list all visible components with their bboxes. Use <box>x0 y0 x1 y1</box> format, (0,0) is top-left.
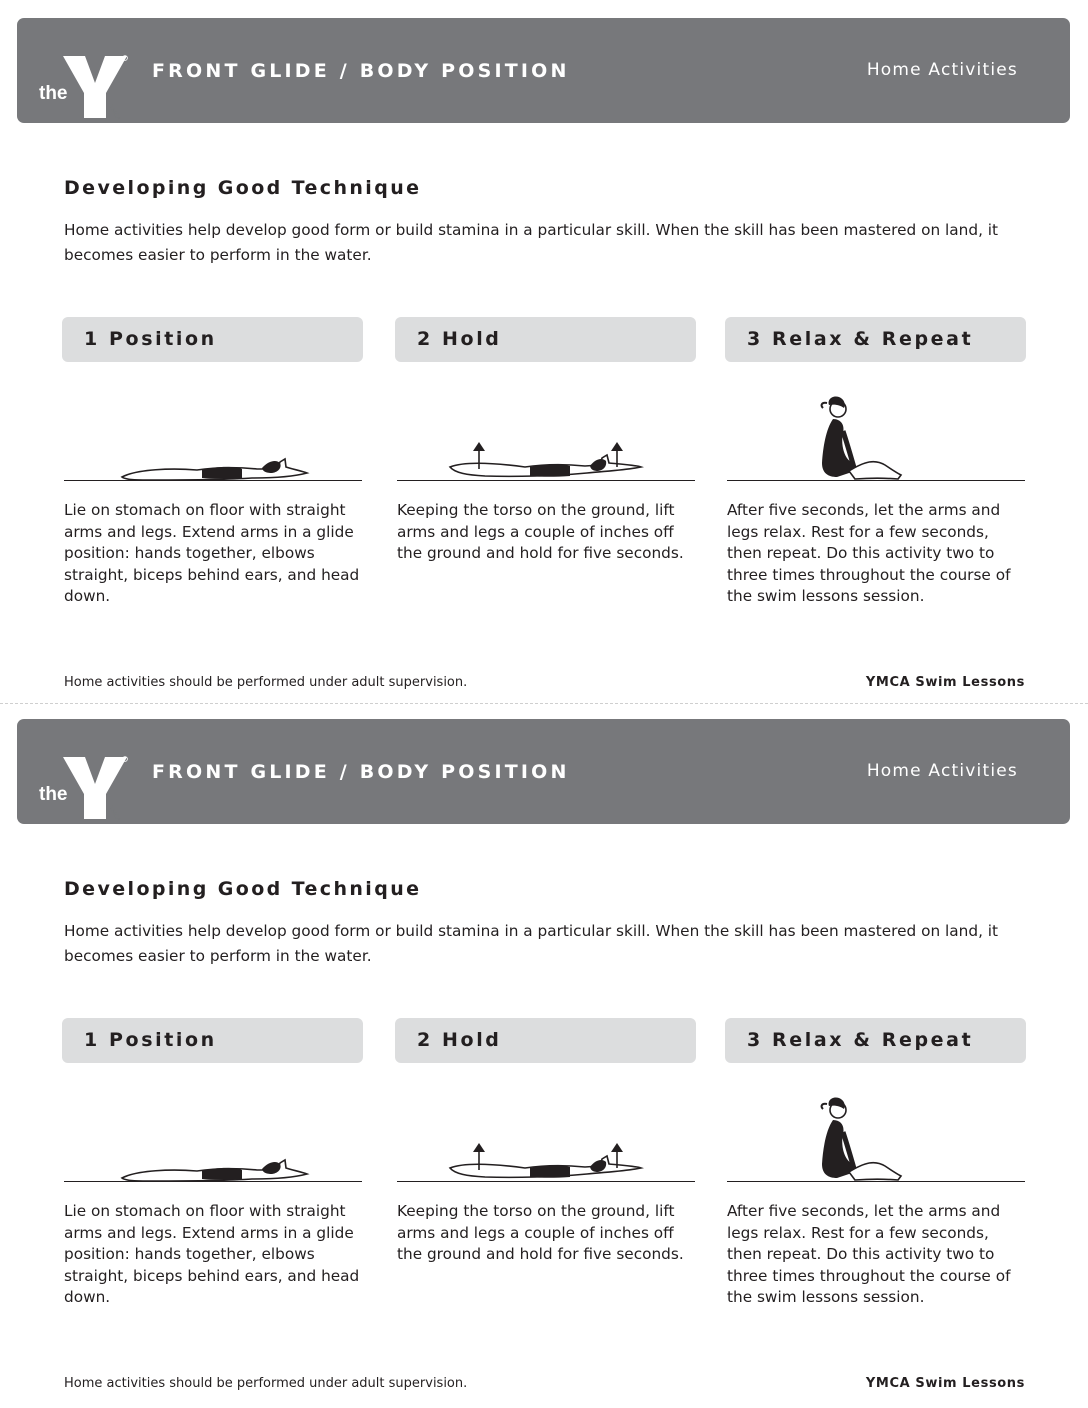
step-heading: 2 Hold <box>417 1029 502 1051</box>
step-header <box>725 1018 1026 1063</box>
step-relax-repeat <box>725 1018 1026 1306</box>
floor-line <box>727 480 1025 481</box>
activity-card <box>0 0 1088 700</box>
ymca-logo <box>39 36 151 124</box>
floor-line <box>397 1181 695 1182</box>
step-description: Keeping the torso on the ground, lift arms and legs a couple of inches off the ground and hold for five seconds. <box>397 1202 684 1263</box>
banner-subtitle: Home Activities <box>866 60 1018 80</box>
lifting-limbs-figure-icon <box>395 387 696 483</box>
header-banner <box>17 719 1070 824</box>
step-description: After five seconds, let the arms and legs relax. Rest for a few seconds, then repeat. Do this activity two to three times throughout the course of the swim lessons session. <box>727 501 1011 605</box>
lying-glide-figure-icon <box>62 1088 363 1184</box>
step-heading: 1 Position <box>84 328 217 350</box>
step-heading: 2 Hold <box>417 328 502 350</box>
banner-subtitle: Home Activities <box>866 761 1018 781</box>
supervision-note: Home activities should be performed under adult supervision. <box>64 1376 468 1391</box>
supervision-note: Home activities should be performed under adult supervision. <box>64 675 468 690</box>
banner-title: FRONT GLIDE / BODY POSITION <box>152 761 570 783</box>
step-relax-repeat <box>725 317 1026 605</box>
step-hold <box>395 317 696 562</box>
step-heading: 3 Relax & Repeat <box>747 1029 974 1051</box>
step-hold <box>395 1018 696 1263</box>
brand-footer: YMCA Swim Lessons <box>865 675 1025 690</box>
section-title: Developing Good Technique <box>64 177 422 199</box>
section-title: Developing Good Technique <box>64 878 422 900</box>
floor-line <box>397 480 695 481</box>
svg-text:the: the <box>39 83 68 104</box>
step-header <box>62 317 363 362</box>
svg-text:the: the <box>39 784 68 805</box>
floor-line <box>727 1181 1025 1182</box>
step-position <box>62 1018 363 1306</box>
step-description: Keeping the torso on the ground, lift arms and legs a couple of inches off the ground and hold for five seconds. <box>397 501 684 562</box>
step-header <box>395 317 696 362</box>
activity-card <box>0 701 1088 1401</box>
svg-text:YMCA: YMCA <box>107 805 122 824</box>
svg-text:YMCA: YMCA <box>107 104 122 123</box>
intro-paragraph: Home activities help develop good form or build stamina in a particular skill. When the skill has been mastered on land, it becomes easier to perform in the water. <box>64 221 999 264</box>
step-header <box>725 317 1026 362</box>
floor-line <box>64 1181 362 1182</box>
step-description: Lie on stomach on floor with straight arms and legs. Extend arms in a glide position: hands together, elbows straight, biceps behind ears, and head down. <box>64 1202 360 1306</box>
banner-title: FRONT GLIDE / BODY POSITION <box>152 60 570 82</box>
brand-footer: YMCA Swim Lessons <box>865 1376 1025 1391</box>
intro-paragraph: Home activities help develop good form or build stamina in a particular skill. When the skill has been mastered on land, it becomes easier to perform in the water. <box>64 922 999 965</box>
seated-relax-figure-icon <box>725 1088 1026 1184</box>
step-description: Lie on stomach on floor with straight arms and legs. Extend arms in a glide position: hands together, elbows straight, biceps behind ears, and head down. <box>64 501 360 605</box>
seated-relax-figure-icon <box>725 387 1026 483</box>
step-header <box>395 1018 696 1063</box>
step-heading: 3 Relax & Repeat <box>747 328 974 350</box>
step-position <box>62 317 363 605</box>
header-banner <box>17 18 1070 123</box>
step-header <box>62 1018 363 1063</box>
floor-line <box>64 480 362 481</box>
lifting-limbs-figure-icon <box>395 1088 696 1184</box>
step-description: After five seconds, let the arms and legs relax. Rest for a few seconds, then repeat. Do this activity two to three times throughout the course of the swim lessons session. <box>727 1202 1011 1306</box>
lying-glide-figure-icon <box>62 387 363 483</box>
step-heading: 1 Position <box>84 1029 217 1051</box>
ymca-logo <box>39 737 151 825</box>
